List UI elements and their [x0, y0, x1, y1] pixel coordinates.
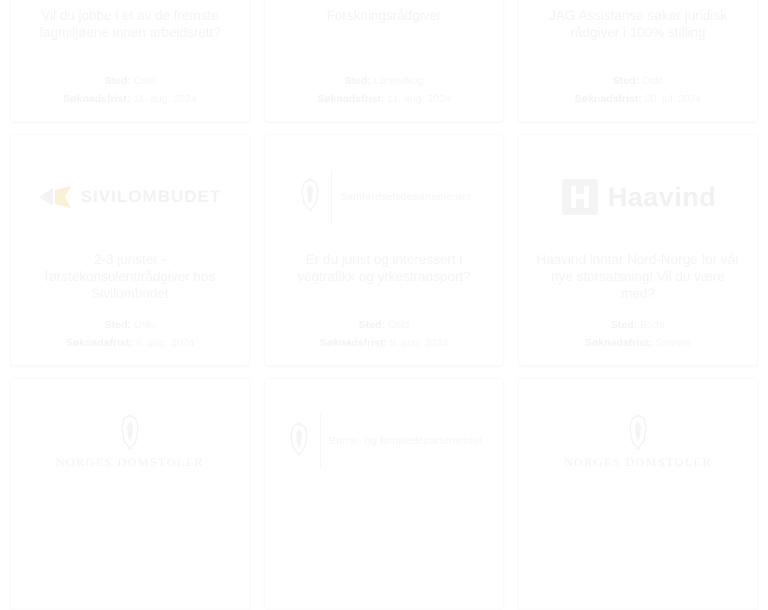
card-logo-area [535, 0, 741, 1]
job-meta [320, 317, 448, 351]
card-logo-area [27, 149, 233, 245]
norwegian-lion-crest-icon [286, 421, 312, 461]
job-title[interactable]: 2-3 jurister - førstekonsulent/rådgiver hos Sivilombudet [44, 252, 216, 301]
norwegian-lion-crest-icon [297, 177, 323, 217]
job-deadline-row [317, 91, 450, 107]
sivilombudet-logo [39, 186, 221, 208]
job-place-row [320, 317, 448, 333]
job-card-grid [10, 0, 758, 610]
deadline-value: Snarest [654, 337, 692, 349]
job-deadline-row [63, 91, 196, 107]
card-logo-area [535, 393, 741, 489]
norwegian-lion-crest-icon [117, 413, 143, 455]
job-meta [575, 73, 702, 107]
deadline-value: 11. aug. 2024 [133, 93, 197, 105]
logo-divider [320, 414, 321, 468]
deadline-label: Søknadsfrist: [574, 93, 642, 105]
job-card[interactable] [264, 378, 504, 610]
card-logo-area [281, 149, 487, 245]
place-label: Sted: [104, 75, 131, 87]
job-deadline-row [575, 91, 702, 107]
job-meta [317, 73, 450, 107]
job-card[interactable] [10, 0, 250, 122]
place-value: Oslo [641, 75, 664, 87]
card-logo-area [27, 393, 233, 489]
job-card[interactable] [10, 378, 250, 610]
job-place-row [66, 317, 194, 333]
job-title[interactable]: Haavind inntar Nord-Norge for vår nye storsatsning! Vil du være med? [536, 252, 740, 301]
card-logo-area [281, 393, 487, 489]
norges-domstoler-logo-text: NORGES DOMSTOLER [563, 454, 713, 469]
deadline-label: Søknadsfrist: [317, 93, 385, 105]
job-meta [585, 317, 691, 351]
job-place-row [317, 73, 450, 89]
place-value: Bodø [640, 319, 666, 331]
norges-domstoler-logo [564, 413, 712, 470]
deadline-value: 6. aug. 2024 [135, 337, 195, 349]
deadline-value: 11. aug. 2024 [387, 93, 451, 105]
job-place-row [585, 317, 691, 333]
job-meta [66, 317, 194, 351]
job-card[interactable] [518, 0, 758, 122]
norwegian-lion-crest-icon [625, 413, 651, 455]
deadline-label: Søknadsfrist: [65, 337, 133, 349]
job-title[interactable]: Er du jurist og interessert i vegtrafikk og yrkestransport? [297, 252, 471, 284]
deadline-label: Søknadsfrist: [584, 337, 652, 349]
place-label: Sted: [612, 75, 639, 87]
samferdselsdepartementet-logo-text: Samferdselsdepartementet [340, 191, 471, 203]
job-card[interactable] [10, 134, 250, 366]
job-meta [63, 73, 196, 107]
place-label: Sted: [358, 319, 385, 331]
job-title[interactable]: Forskningsrådgiver [326, 8, 442, 23]
place-value: Oslo [133, 319, 156, 331]
job-deadline-row [585, 335, 691, 351]
job-place-row [63, 73, 196, 89]
place-value: Lørenskog [373, 75, 424, 87]
job-title[interactable]: Vil du jobbe i et av de fremste fagmiljøene innen arbeidsrett? [39, 8, 221, 40]
norges-domstoler-logo [56, 413, 204, 470]
deadline-value: 9. aug. 2024 [389, 337, 449, 349]
job-card[interactable] [518, 134, 758, 366]
card-logo-area [27, 0, 233, 1]
sivilombudet-mark-icon [39, 186, 73, 208]
deadline-label: Søknadsfrist: [319, 337, 387, 349]
barne-og-familiedepartementet-logo [286, 414, 482, 468]
sivilombudet-logo-text: SIVILOMBUDET [80, 187, 222, 206]
barne-og-familiedepartementet-logo-text: Barne- og familiedepartementet [328, 435, 483, 447]
card-logo-area [535, 149, 741, 245]
job-card[interactable] [264, 0, 504, 122]
haavind-logo-text: Haavind [607, 181, 717, 212]
deadline-label: Søknadsfrist: [63, 93, 131, 105]
place-label: Sted: [104, 319, 131, 331]
job-title[interactable]: JAG Assistanse søker juridisk rådgiver i 100% stilling [549, 8, 727, 40]
norges-domstoler-logo-text: NORGES DOMSTOLER [55, 454, 205, 469]
card-logo-area [281, 0, 487, 1]
haavind-mark-icon [560, 177, 600, 217]
samferdselsdepartementet-logo [297, 170, 471, 224]
job-deadline-row [320, 335, 448, 351]
place-label: Sted: [610, 319, 638, 331]
job-place-row [575, 73, 702, 89]
job-deadline-row [66, 335, 194, 351]
place-value: Oslo [387, 319, 410, 331]
deadline-value: 20. juli 2024 [644, 93, 702, 105]
logo-divider [331, 170, 332, 224]
job-card[interactable] [518, 378, 758, 610]
haavind-logo [560, 177, 717, 217]
job-card[interactable] [264, 134, 504, 366]
place-value: Oslo [133, 75, 156, 87]
place-label: Sted: [344, 75, 371, 87]
